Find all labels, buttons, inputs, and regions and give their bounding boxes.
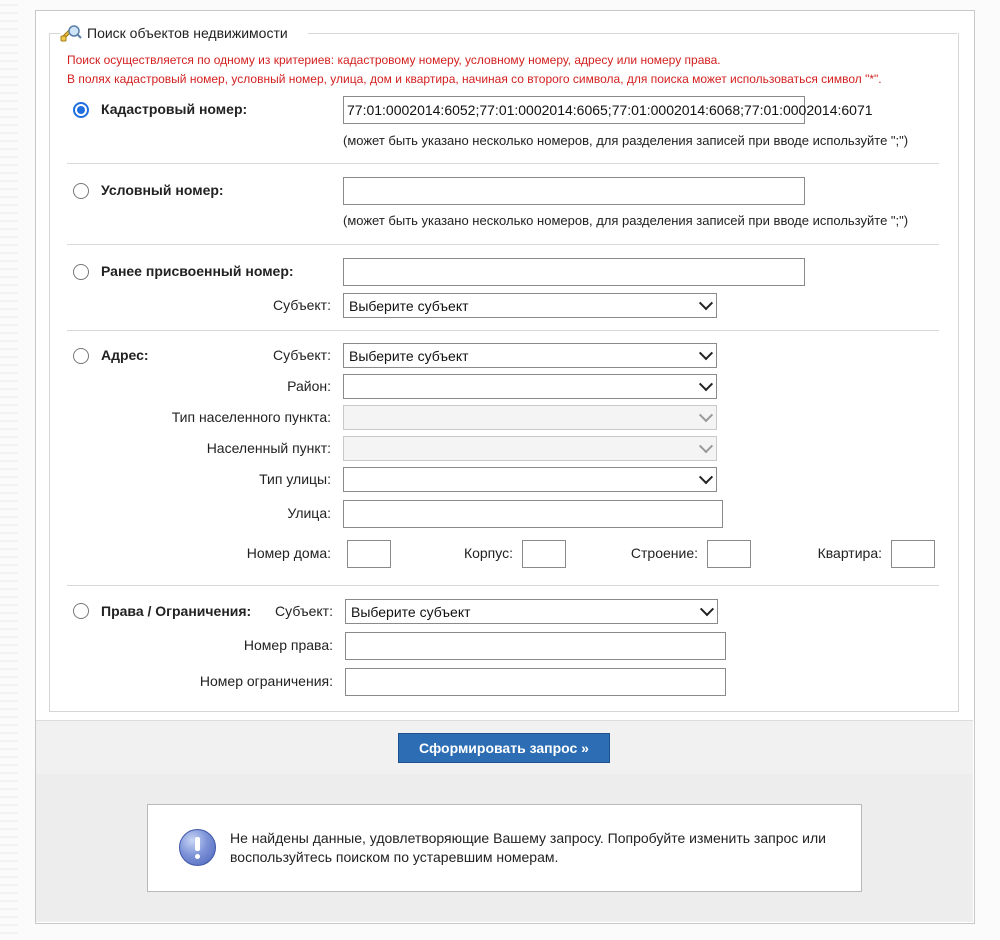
warning-text-2: В полях кадастровый номер, условный номер, улица, дом и квартира, начиная со второго символа, для поиска может использоваться символ "*".	[67, 72, 882, 86]
chevron-down-icon	[699, 470, 713, 484]
address-subject-select[interactable]	[343, 343, 717, 368]
apartment-label: Квартира:	[817, 545, 882, 561]
address-label: Адрес:	[101, 347, 149, 363]
settlement-label: Населенный пункт:	[206, 440, 331, 456]
fieldset-top-border-right	[308, 33, 957, 34]
previous-subject-label: Субъект:	[273, 297, 331, 313]
chevron-down-icon	[699, 439, 713, 453]
settlement-type-label: Тип населенного пункта:	[171, 409, 331, 425]
previous-number-input[interactable]	[343, 258, 805, 286]
separator	[67, 585, 939, 586]
street-type-select[interactable]	[343, 467, 717, 492]
exclamation-info-icon	[179, 829, 216, 866]
restriction-number-input[interactable]	[345, 668, 726, 696]
submit-request-button[interactable]: Сформировать запрос »	[398, 733, 610, 763]
fieldset-title: Поиск объектов недвижимости	[87, 25, 288, 41]
district-select[interactable]	[343, 374, 717, 399]
radio-cadastral[interactable]	[73, 102, 89, 118]
rights-label: Права / Ограничения:	[101, 603, 252, 619]
cadastral-label: Кадастровый номер:	[101, 101, 248, 117]
street-label: Улица:	[287, 505, 331, 521]
radio-previous-number[interactable]	[73, 264, 89, 280]
house-number-input[interactable]	[347, 540, 391, 568]
previous-subject-select[interactable]	[343, 293, 717, 318]
chevron-down-icon	[699, 377, 713, 391]
conditional-label: Условный номер:	[101, 182, 224, 198]
building-input[interactable]	[522, 540, 566, 568]
address-subject-label: Субъект:	[273, 347, 331, 363]
previous-subject-value: Выберите субъект	[349, 297, 469, 314]
settlement-type-select[interactable]	[343, 405, 717, 430]
chevron-down-icon	[699, 346, 713, 360]
structure-input[interactable]	[707, 540, 751, 568]
house-number-label: Номер дома:	[246, 545, 331, 561]
street-type-label: Тип улицы:	[259, 471, 331, 487]
chevron-down-icon	[699, 296, 713, 310]
rights-subject-select[interactable]	[345, 599, 718, 624]
settlement-select[interactable]	[343, 436, 717, 461]
right-number-input[interactable]	[345, 632, 726, 660]
radio-rights[interactable]	[73, 603, 89, 619]
chevron-down-icon	[700, 602, 714, 616]
no-results-message-text: Не найдены данные, удовлетворяющие Вашему запросу. Попробуйте изменить запрос или воспользуйтесь поиском по устаревшим номерам.	[230, 830, 826, 865]
conditional-input[interactable]	[343, 177, 805, 205]
page-background-stripe	[0, 0, 18, 940]
rights-subject-value: Выберите субъект	[351, 603, 471, 620]
conditional-hint: (может быть указано несколько номеров, для разделения записей при вводе используйте ";")	[343, 213, 909, 228]
fieldset-top-border-left	[49, 33, 60, 34]
address-subject-value: Выберите субъект	[349, 347, 469, 364]
warning-text-1: Поиск осуществляется по одному из критериев: кадастровому номеру, условному номеру, адресу или номеру права.	[67, 53, 721, 67]
district-label: Район:	[287, 378, 331, 394]
apartment-input[interactable]	[891, 540, 935, 568]
fieldset-legend	[60, 24, 294, 42]
street-input[interactable]	[343, 500, 723, 528]
building-label: Корпус:	[463, 545, 513, 561]
separator	[67, 244, 939, 245]
separator	[67, 330, 939, 331]
radio-address[interactable]	[73, 348, 89, 364]
restriction-number-label: Номер ограничения:	[199, 673, 333, 689]
key-search-icon	[60, 24, 82, 42]
chevron-down-icon	[699, 408, 713, 422]
right-number-label: Номер права:	[243, 637, 333, 653]
structure-label: Строение:	[630, 545, 698, 561]
rights-subject-label: Субъект:	[275, 603, 333, 619]
radio-conditional[interactable]	[73, 183, 89, 199]
previous-number-label: Ранее присвоенный номер:	[101, 263, 294, 279]
cadastral-hint: (может быть указано несколько номеров, для разделения записей при вводе используйте ";")	[343, 133, 909, 148]
cadastral-input[interactable]: 77:01:0002014:6052;77:01:0002014:6065;77:01:0002014:6068;77:01:0002014:6071	[343, 96, 805, 124]
separator	[67, 163, 939, 164]
